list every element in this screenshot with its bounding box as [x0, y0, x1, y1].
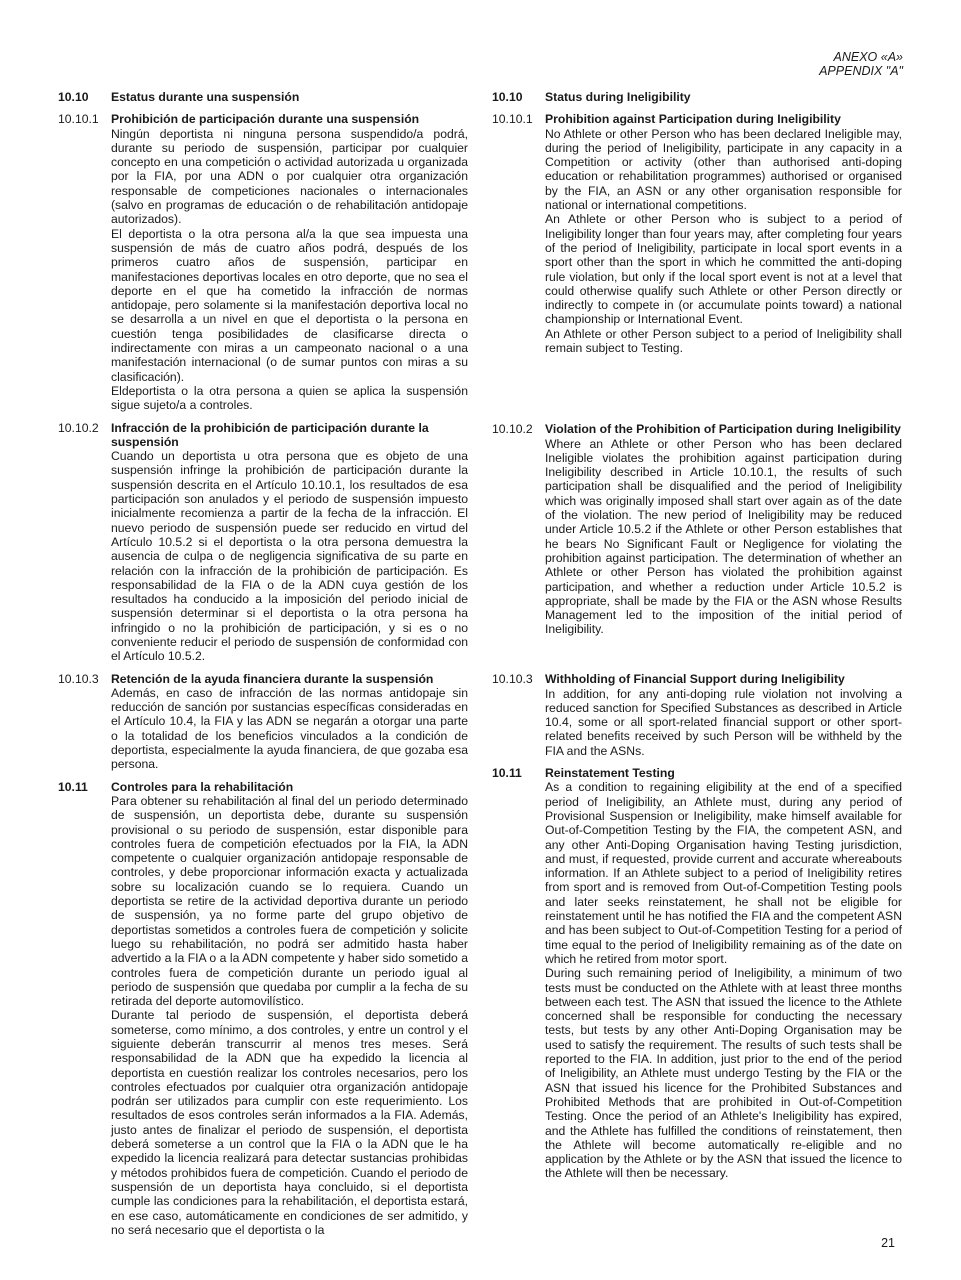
- section-title: Controles para la rehabilitación: [111, 779, 294, 794]
- section-en-10-10-3: [492, 672, 902, 758]
- paragraph: Para obtener su rehabilitación al final del un periodo determinado de suspensión, un deportista debe, durante su suspensión provisional o su periodo de suspensión, estar disponible para controles fuera de competición efectuados por la FIA, la ADN competente o cualquier organización antidopaje responsable de controles, y debe proporcionar información exacta y actualizada sobre su localización cuando se lo requiera. Cuando un deportista se retire de la actividad deportiva durante un periodo de suspensión, ya no forme parte del grupo objetivo de deportistas sometidos a controles fuera de competición y solicite luego su rehabilitación, no podrá ser admitido hasta haber advertido a la FIA o a la ADN competente y haber sido sometido a controles fuera de competición durante un periodo igual al periodo de suspensión que quedaba por cumplir a la fecha de su retirada del deporte automovilístico.: [111, 793, 468, 1009]
- section-es-10-10-2: [58, 421, 468, 664]
- paragraph: Además, en caso de infracción de las normas antidopaje sin reducción de sanción por sustancias específicas consideradas en el Artículo 10.4, la FIA y las ADN se negarán a otorgar una parte o la totalidad de los beneficios vinculados a la condición de deportista, especialmente la ayuda financiera, de que gozaba esa persona.: [111, 685, 468, 772]
- section-title: Retención de la ayuda financiera durante la suspensión: [111, 671, 434, 686]
- section-title: Violation of the Prohibition of Participation during Ineligibility: [545, 422, 901, 437]
- section-title: Status during Ineligibility: [545, 90, 691, 104]
- paragraph: An Athlete or other Person subject to a period of Ineligibility shall remain subject to Testing.: [545, 326, 902, 356]
- section-number: 10.10.1: [492, 112, 533, 127]
- paragraph: No Athlete or other Person who has been declared Ineligible may, during the period of Ineligibility, participate in any capacity in a Competition or activity (other than authorised anti-doping education or rehabilitation programmes) authorised or organised by the FIA, an ASN or any other organisation responsible for national or international competitions.: [545, 126, 902, 213]
- section-es-10-11: [58, 780, 468, 1238]
- paragraph: As a condition to regaining eligibility at the end of a specified period of Ineligibility, an Athlete must, during any period of Provisional Suspension or Ineligibility, make himself available for Out-of-Competition Testing by the FIA, the competent ASN, and any other Anti-Doping Organisation having Testing jurisdiction, and must, if requested, provide current and accurate whereabouts information. If an Athlete subject to a period of Ineligibility retires from sport and is removed from Out-of-Competition Testing pools and later seeks reinstatement, he shall not be eligible for reinstatement until he has notified the FIA and the competent ASN and has been subject to Out-of-Competition Testing for a period of time equal to the period of Ineligibility remaining as of the date on which he retired from motor sport.: [545, 780, 902, 966]
- section-number: 10.10: [492, 90, 523, 104]
- section-es-10-10: [58, 90, 468, 104]
- section-title: Estatus durante una suspensión: [111, 90, 300, 104]
- section-number: 10.11: [58, 779, 88, 794]
- section-number: 10.10.2: [492, 422, 533, 437]
- section-en-10-10-1: [492, 112, 902, 414]
- paragraph: Durante tal periodo de suspensión, el deportista deberá someterse, como mínimo, a dos controles, y entre un control y el siguiente deberán transcurrir al menos tres meses. Será responsabilidad de la ADN que ha expedido la licencia al deportista en cuestión realizar los controles necesarios, pero los controles efectuados por cualquier otra organización antidopaje podrán ser utilizados para cumplir con este requerimiento. Los resultados de esos controles serán informados a la FIA. Además, justo antes de finalizar el periodo de suspensión, el deportista deberá someterse a un control que la FIA o la ADN que le ha expedido la licencia realizará para detectar sustancias prohibidas y métodos prohibidos fuera de competición. Cuando el periodo de suspensión de un deportista haya concluido, si el deportista cumple las condiciones para la rehabilitación, el deportista estará, en ese caso, automáticamente en condiciones de ser admitido, y no será necesario que el deportista o la: [111, 1008, 468, 1237]
- section-es-10-10-1: [58, 112, 468, 412]
- paragraph: Eldeportista o la otra persona a quien se aplica la suspensión sigue sujeto/a a controles.: [111, 383, 468, 413]
- page-header: [819, 50, 903, 78]
- paragraph: El deportista o la otra persona al/a la que sea impuesta una suspensión de más de cuatro años podrá, después de los primeros cuatro años de suspensión, participar en manifestaciones deportivas locales en otro deporte, que no sea el deporte en el que ha cometido la infracción de normas antidopaje, pero solamente si la manifestación deportiva local no se desarrolla a un nivel en que el deportista o la persona en cuestión tenga posibilidades de clasificarse directa o indirectamente con miras a un campeonato nacional o a una manifestación internacional (o de sumar puntos con miras a su clasificación).: [111, 226, 468, 384]
- paragraph: An Athlete or other Person who is subject to a period of Ineligibility longer than four years may, after completing four years of the period of Ineligibility, participate in local sport events in a sport other than the sport in which he committed the anti-doping rule violation, but only if the local sport event is not at a level that could otherwise qualify such Athlete or other Person directly or indirectly to compete in (or accumulate points toward) a national championship or International Event.: [545, 212, 902, 327]
- section-number: 10.10: [58, 90, 89, 104]
- section-title: Infracción de la prohibición de participación durante la suspensión: [111, 420, 429, 449]
- paragraph: Where an Athlete or other Person who has been declared Ineligible violates the prohibition against participation during Ineligibility described in Article 10.10.1, the results of such participation shall be disqualified and the period of Ineligibility which was originally imposed shall start over again as of the date of the violation. The new period of Ineligibility may be reduced under Article 10.5.2 if the Athlete or other Person establishes that he bears No Significant Fault or Negligence for violating the prohibition against participation. The determination of whether an Athlete or other Person has violated the prohibition against participation, and whether a reduction under Article 10.5.2 is appropriate, shall be made by the FIA or the ASN whose Results Management led to the imposition of the initial period of Ineligibility.: [545, 436, 902, 637]
- paragraph: In addition, for any anti-doping rule violation not involving a reduced sanction for Specified Substances as described in Article 10.4, some or all sport-related financial support or other sport-related benefits received by such Person will be withheld by the FIA and the ASNs.: [545, 686, 902, 758]
- section-number: 10.11: [492, 766, 522, 781]
- section-number: 10.10.1: [58, 112, 99, 127]
- paragraph: Cuando un deportista u otra persona que es objeto de una suspensión infringe la prohibición de participación durante la suspensión descrita en el Artículo 10.10.1, los resultados de esa participación son anulados y el periodo de suspensión impuesto inicialmente recomienza a partir de la fecha de la infracción. El nuevo periodo de suspensión puede ser reducido en virtud del Artículo 10.5.2 si el deportista o la otra persona demuestra la ausencia de culpa o de negligencia significativa de su parte en relación con la infracción de la prohibición de participación. Es responsabilidad de la FIA o de la ADN cuya gestión de los resultados ha conducido a la imposición del periodo inicial de suspensión determinar si el deportista o la otra persona ha infringido o no la prohibición de participación, y si es o no conveniente reducir el periodo de suspensión de conformidad con el Artículo 10.5.2.: [111, 449, 468, 664]
- section-en-10-11: [492, 766, 902, 1181]
- page-number: 21: [881, 1236, 895, 1250]
- section-number: 10.10.3: [492, 672, 533, 687]
- section-title: Prohibition against Participation during Ineligibility: [545, 112, 841, 127]
- section-number: 10.10.2: [58, 420, 99, 435]
- paragraph: During such remaining period of Ineligibility, a minimum of two tests must be conducted on the Athlete with at least three months between each test. The ASN that issued the licence to the Athlete concerned shall be responsible for conducting the necessary tests, but tests by any other Anti-Doping Organisation may be used to satisfy the requirement. The results of such tests shall be reported to the FIA. In addition, just prior to the end of the period of Ineligibility, an Athlete must undergo Testing by the FIA or the ASN that issued his licence for the Prohibited Substances and Prohibited Methods that are prohibited in Out-of-Competition Testing. Once the period of an Athlete's Ineligibility has expired, and the Athlete has fulfilled the conditions of reinstatement, then the Athlete will become automatically re-eligible and no application by the Athlete or by the ASN that issued the licence to the Athlete will then be necessary.: [545, 966, 902, 1181]
- english-column: [492, 90, 902, 1189]
- spanish-column: [58, 90, 468, 1245]
- section-en-10-10: [492, 90, 902, 104]
- section-en-10-10-2: [492, 422, 902, 664]
- paragraph: Ningún deportista ni ninguna persona suspendido/a podrá, durante su periodo de suspensión, participar por cualquier concepto en una competición o actividad autorizada u organizada por la FIA, por una ADN o por cualquier otra organización responsable de competiciones nacionales o internacionales (salvo en programas de educación o de rehabilitación antidopaje autorizados).: [111, 126, 468, 227]
- section-title: Prohibición de participación durante una suspensión: [111, 112, 420, 127]
- section-number: 10.10.3: [58, 671, 99, 686]
- header-annex-es: ANEXO «A»: [833, 50, 903, 64]
- section-es-10-10-3: [58, 672, 468, 772]
- header-appendix-en: APPENDIX "A": [819, 64, 903, 78]
- section-title: Reinstatement Testing: [545, 766, 675, 781]
- section-title: Withholding of Financial Support during Ineligibility: [545, 672, 845, 687]
